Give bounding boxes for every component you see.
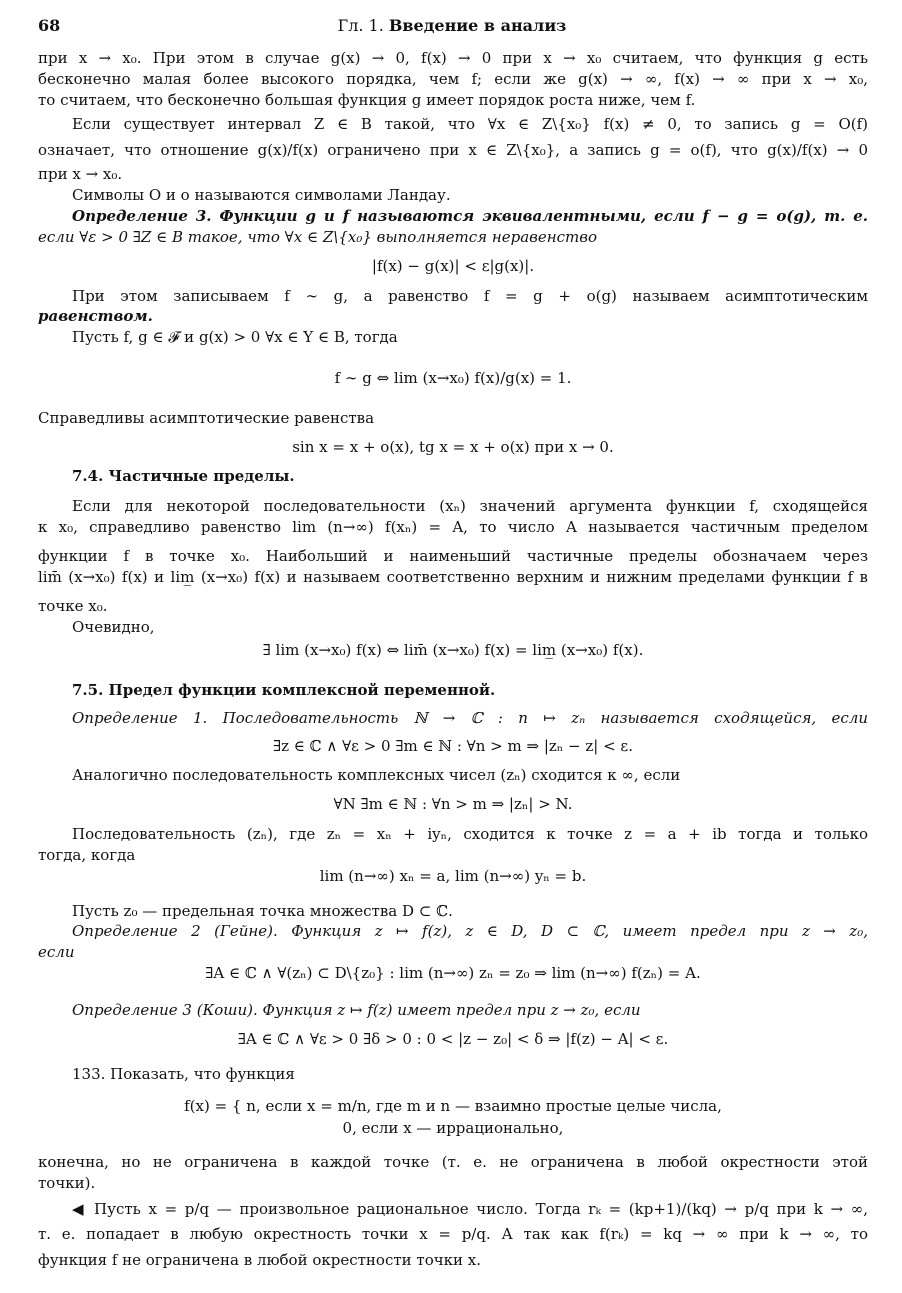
text-line: бесконечно малая более высокого порядка, чем f; если же g(x) → ∞, f(x) → ∞ при x → x₀, (38, 70, 868, 88)
text-line: ∃ lim (x→x₀) f(x) ⇔ lim̄ (x→x₀) f(x) = lim̲ (x→x₀) f(x). (262, 641, 644, 659)
text-line: f ∼ g ⇔ lim (x→x₀) f(x)/g(x) = 1. (334, 369, 572, 387)
text-line: Пусть f, g ∈ 𝓕 и g(x) > 0 ∀x ∈ Y ∈ B, тогда (72, 328, 398, 346)
page-header (38, 14, 866, 38)
text-line: 7.4. Частичные пределы. (72, 467, 295, 485)
text-line: равенством. (38, 307, 153, 325)
text-line: Очевидно, (72, 618, 155, 636)
text-line: 133. Показать, что функция (72, 1065, 295, 1083)
text-line: 7.5. Предел функции комплексной переменной. (72, 681, 496, 699)
running-head-prefix: Гл. 1. (337, 16, 384, 35)
text-line: ◀ Пусть x = p/q — произвольное рациональное число. Тогда rₖ = (kp+1)/(kq) → p/q при k → ∞, (72, 1200, 868, 1218)
text-line: Пусть z₀ — предельная точка множества D ⊂ ℂ. (72, 902, 453, 920)
text-line: Определение 2 (Гейне). Функция z ↦ f(z), z ∈ D, D ⊂ ℂ, имеет предел при z → z₀, (72, 922, 868, 940)
text-line: Аналогично последовательность комплексных чисел (zₙ) сходится к ∞, если (72, 766, 681, 784)
text-line: sin x = x + o(x), tg x = x + o(x) при x → 0. (292, 438, 614, 456)
text-line: При этом записываем f ∼ g, а равенство f = g + o(g) называем асимптотическим (72, 287, 868, 305)
text-line: если ∀ε > 0 ∃Z ∈ B такое, что ∀x ∈ Z\{x₀} выполняется неравенство (38, 228, 598, 246)
text-line: ∃A ∈ ℂ ∧ ∀(zₙ) ⊂ D\{z₀} : lim (n→∞) zₙ = z₀ ⇒ lim (n→∞) f(zₙ) = A. (205, 964, 701, 982)
text-line: конечна, но не ограничена в каждой точке (т. е. не ограничена в любой окрестности этой (38, 1153, 868, 1171)
text-line: f(x) = { n, если x = m/n, где m и n — взаимно простые целые числа, (184, 1097, 722, 1115)
text-line: к x₀, справедливо равенство lim (n→∞) f(xₙ) = A, то число A называется частичным пределом (38, 518, 868, 536)
text-line: lim̄ (x→x₀) f(x) и lim̲ (x→x₀) f(x) и называем соответственно верхним и нижним пределами функции f в (38, 568, 868, 586)
text-line: точки). (38, 1174, 96, 1192)
text-line: Определение 3 (Коши). Функция z ↦ f(z) имеет предел при z → z₀, если (72, 1001, 641, 1019)
text-line: означает, что отношение g(x)/f(x) ограничено при x ∈ Z\{x₀}, а запись g = o(f), что g(x)/f(x) → 0 (38, 141, 868, 159)
text-line: ∀N ∃m ∈ ℕ : ∀n > m ⇒ |zₙ| > N. (333, 795, 573, 813)
text-line: lim (n→∞) xₙ = a, lim (n→∞) yₙ = b. (319, 867, 587, 885)
text-line: 0, если x — иррационально, (342, 1119, 564, 1137)
text-line: ∃z ∈ ℂ ∧ ∀ε > 0 ∃m ∈ ℕ : ∀n > m ⇒ |zₙ − z| < ε. (273, 737, 633, 755)
text-line: Символы O и o называются символами Ландау. (72, 186, 451, 204)
text-line: функции f в точке x₀. Наибольший и наименьший частичные пределы обозначаем через (38, 547, 868, 565)
text-line: т. е. попадает в любую окрестность точки x = p/q. А так как f(rₖ) = kq → ∞ при k → ∞, то (38, 1225, 868, 1243)
text-line: если (38, 943, 75, 961)
text-line: ∃A ∈ ℂ ∧ ∀ε > 0 ∃δ > 0 : 0 < |z − z₀| < δ ⇒ |f(z) − A| < ε. (237, 1030, 669, 1048)
text-line: Если для некоторой последовательности (xₙ) значений аргумента функции f, сходящейся (72, 497, 868, 515)
page-number: 68 (38, 16, 61, 35)
running-head-title: Введение в анализ (388, 16, 567, 35)
text-line: Справедливы асимптотические равенства (38, 409, 375, 427)
text-line: при x → x₀. При этом в случае g(x) → 0, f(x) → 0 при x → x₀ считаем, что функция g есть (38, 49, 868, 67)
running-head (38, 16, 866, 35)
text-line: Последовательность (zₙ), где zₙ = xₙ + iyₙ, сходится к точке z = a + ib тогда и только (72, 825, 868, 843)
text-line: функция f не ограничена в любой окрестности точки x. (38, 1251, 482, 1269)
text-line: Если существует интервал Z ∈ B такой, что ∀x ∈ Z\{x₀} f(x) ≠ 0, то запись g = O(f) (72, 115, 868, 133)
text-line: при x → x₀. (38, 165, 123, 183)
text-line: тогда, когда (38, 846, 136, 864)
text-line: |f(x) − g(x)| < ε|g(x)|. (371, 257, 535, 275)
text-line: точке x₀. (38, 597, 108, 615)
text-line: Определение 3. Функции g и f называются эквивалентными, если f − g = o(g), т. е. (72, 207, 868, 225)
text-line: то считаем, что бесконечно большая функция g имеет порядок роста ниже, чем f. (38, 91, 696, 109)
text-line: Определение 1. Последовательность ℕ → ℂ : n ↦ zₙ называется сходящейся, если (72, 709, 868, 727)
